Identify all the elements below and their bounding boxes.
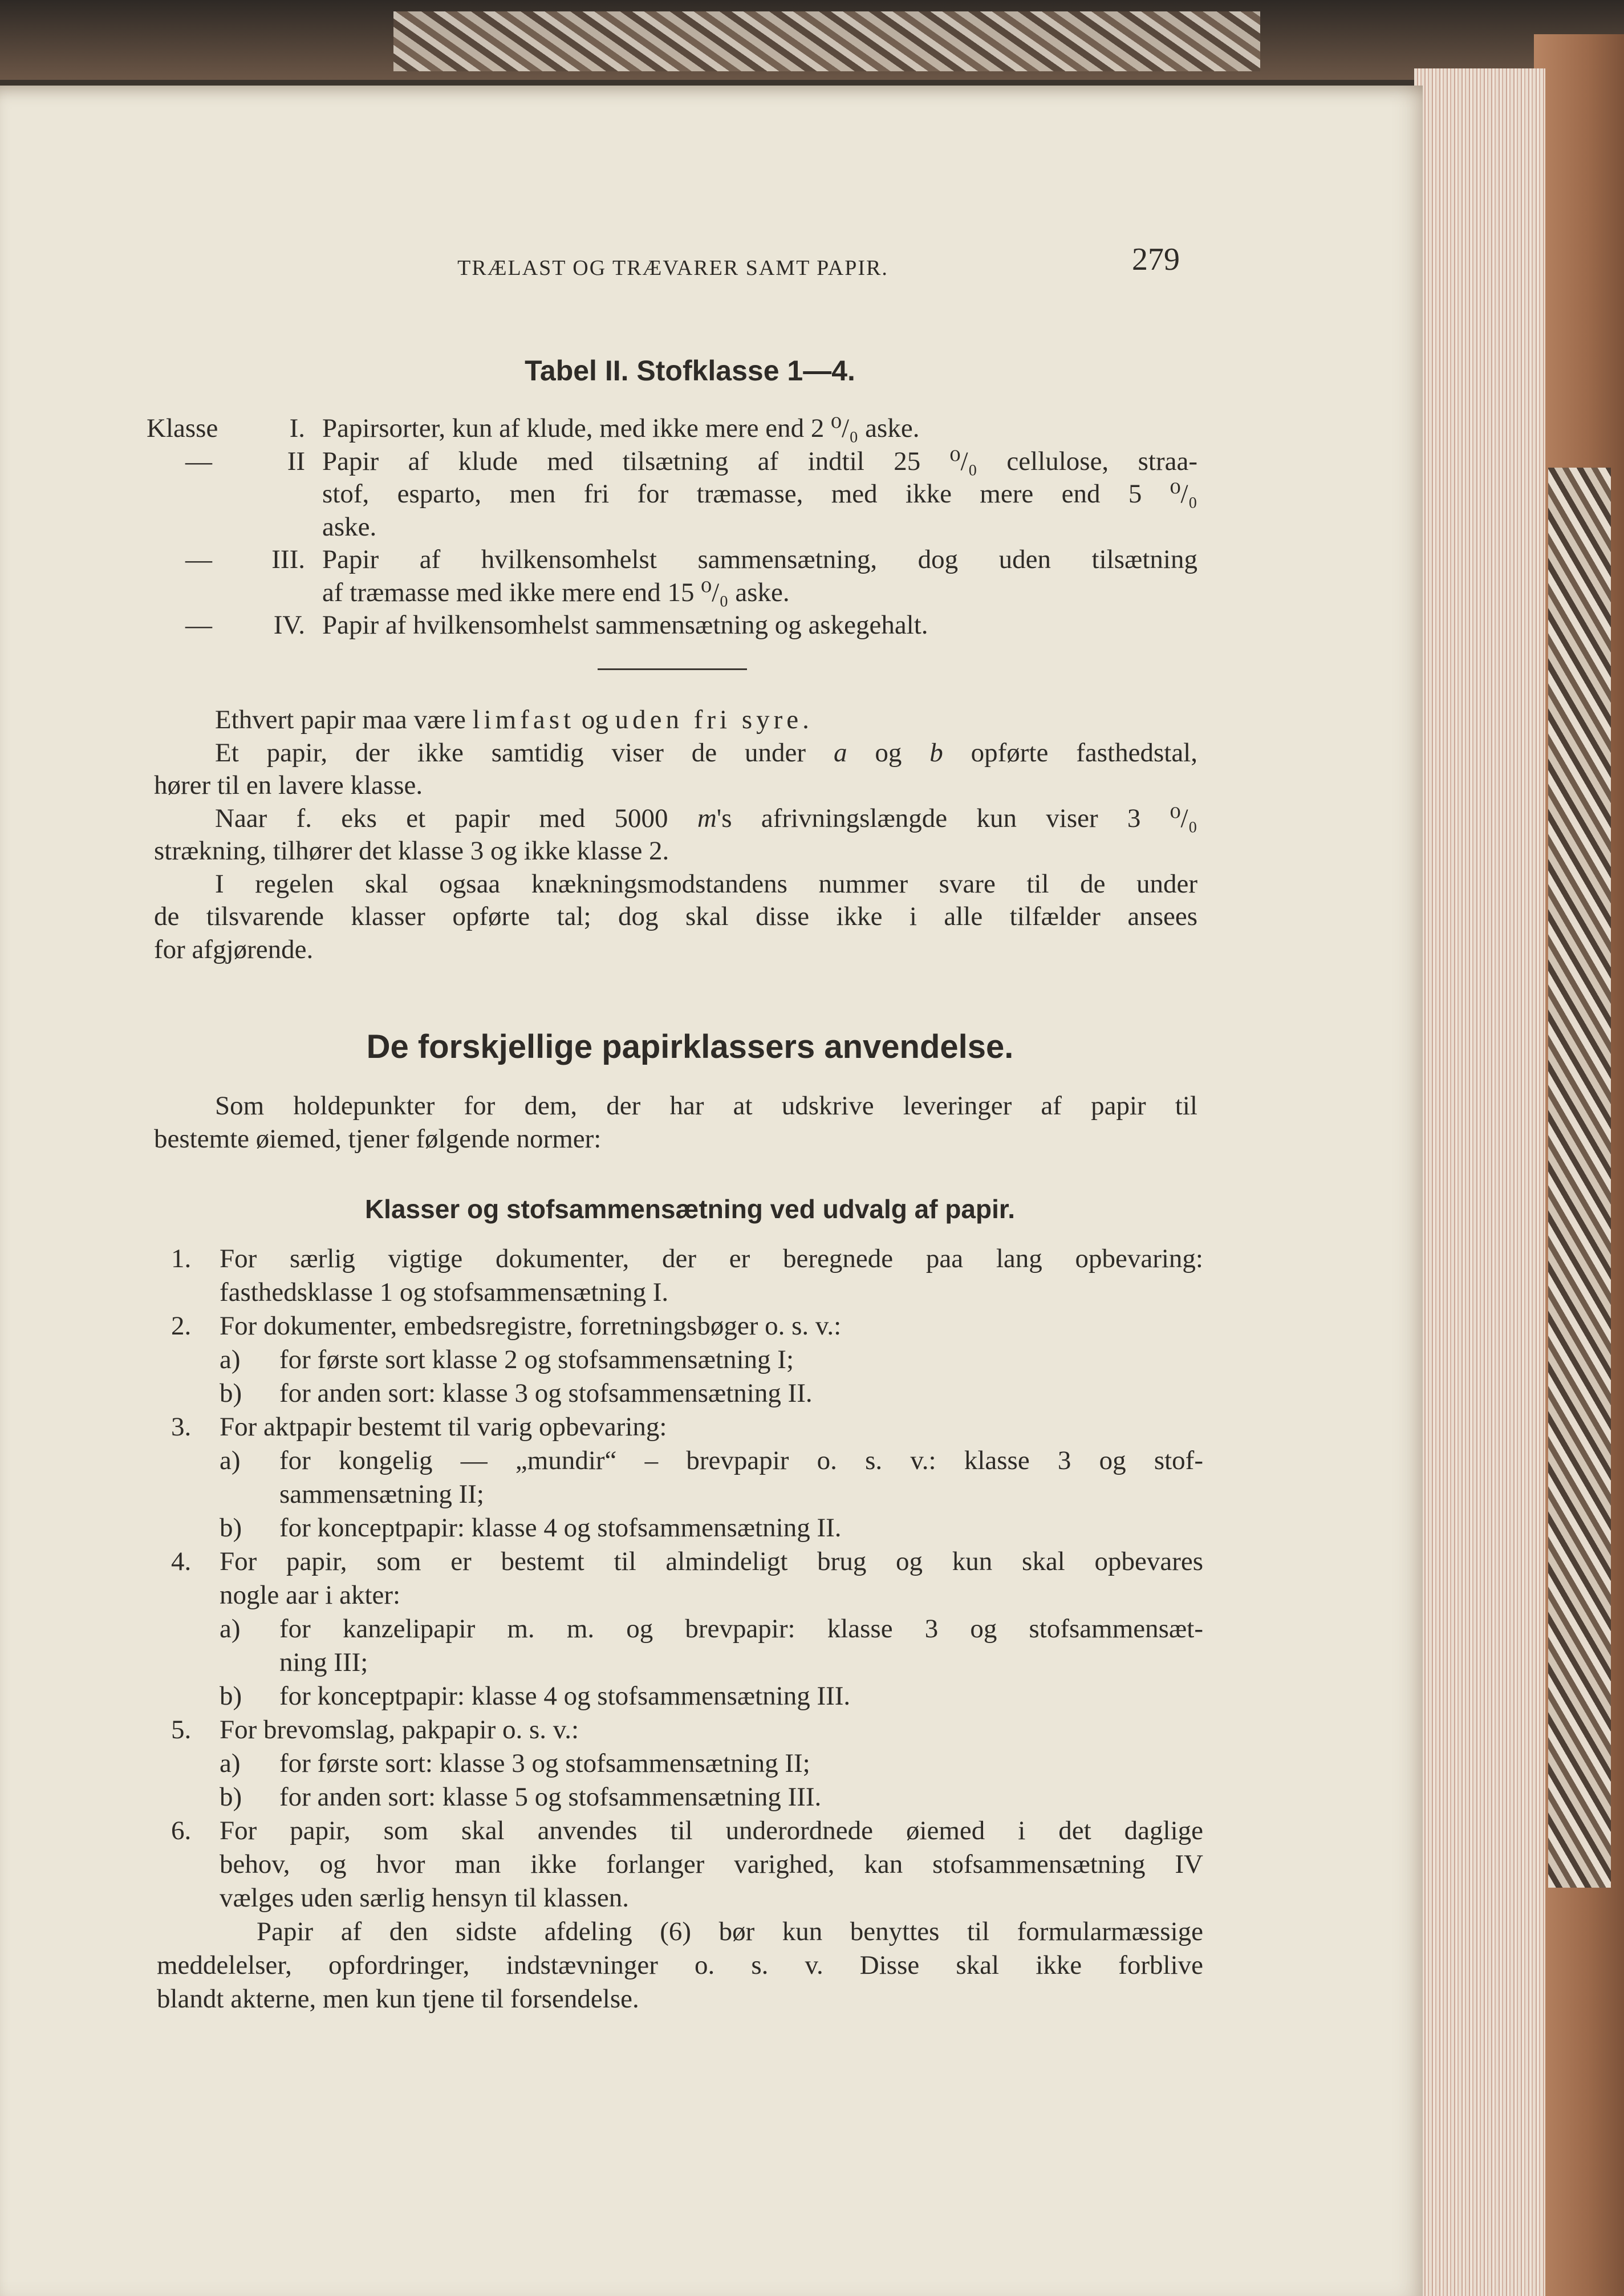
text-segment: for afgjørende.: [154, 934, 314, 964]
divider-rule: [598, 668, 747, 670]
text-segment: limfast: [472, 705, 575, 735]
list-marker: a): [220, 1446, 241, 1475]
line-text: [154, 835, 1197, 870]
list-text: for kongelig — „mundir“ – brevpapir o. s. v.: klasse 3 og stof-: [279, 1446, 1203, 1475]
list-text: for første sort: klasse 3 og stofsammensætning II;: [279, 1749, 810, 1778]
list-marker: 5.: [171, 1715, 192, 1745]
line-text: [215, 737, 1197, 772]
running-head: TRÆLAST OG TRÆVARER SAMT PAPIR.: [457, 256, 888, 280]
list-marker: b): [220, 1782, 242, 1812]
text-segment: og: [847, 737, 930, 768]
list-text: blandt akterne, men kun tjene til forsendelse.: [157, 1984, 639, 2014]
line-text: [154, 900, 1197, 935]
class-label: —: [185, 446, 212, 476]
list-text: sammensætning II;: [279, 1479, 484, 1509]
class-description: Papir af klude med tilsætning af indtil 25 ⁰/₀ cellulose, straa-: [322, 446, 1197, 476]
list-marker: 6.: [171, 1816, 192, 1845]
class-description: Papirsorter, kun af klude, med ikke mere end 2 ⁰/₀ aske.: [322, 413, 920, 443]
class-description: af træmasse med ikke mere end 15 ⁰/₀ aske.: [322, 577, 790, 607]
page-edges: [1414, 68, 1545, 2296]
text-segment: Naar f. eks et papir med 5000: [215, 803, 697, 833]
text-segment: opførte fasthedstal,: [943, 737, 1197, 768]
list-marker: a): [220, 1749, 241, 1778]
list-text: meddelelser, opfordringer, indstævninger o. s. v. Disse skal ikke forblive: [157, 1950, 1203, 1980]
list-marker: 1.: [171, 1244, 192, 1273]
text-segment: .: [802, 705, 809, 735]
class-numeral: II: [287, 446, 305, 476]
class-label: —: [185, 610, 212, 640]
class-description: aske.: [322, 512, 377, 542]
list-marker: b): [220, 1378, 242, 1408]
line-text: bestemte øiemed, tjener følgende normer:: [154, 1124, 602, 1154]
list-text: Papir af den sidste afdeling (6) bør kun benyttes til formularmæssige: [257, 1917, 1203, 1946]
text-segment: a: [833, 737, 847, 768]
text-segment: strækning, tilhører det klasse 3 og ikke klasse 2.: [154, 836, 669, 866]
list-text: For papir, som er bestemt til almindeligt brug og kun skal opbevares: [220, 1547, 1203, 1576]
line-text: [215, 704, 1197, 739]
page-number: 279: [1132, 242, 1180, 277]
text-segment: b: [929, 737, 943, 768]
list-text: fasthedsklasse 1 og stofsammensætning I.: [220, 1277, 669, 1307]
list-text: for anden sort: klasse 5 og stofsammensætning III.: [279, 1782, 822, 1812]
list-text: for konceptpapir: klasse 4 og stofsammensætning III.: [279, 1681, 851, 1711]
class-numeral: III.: [271, 545, 305, 574]
text-segment: m: [697, 803, 717, 833]
class-label: —: [185, 545, 212, 574]
list-text: For særlig vigtige dokumenter, der er beregnede paa lang opbevaring:: [220, 1244, 1203, 1273]
list-marker: a): [220, 1614, 241, 1644]
list-text: nogle aar i akter:: [220, 1580, 401, 1610]
list-marker: a): [220, 1345, 241, 1374]
class-label: Klasse: [147, 413, 218, 443]
line-text: [215, 802, 1197, 837]
class-numeral: I.: [289, 413, 305, 443]
line-text: [154, 769, 1197, 804]
sub-heading: Klasser og stofsammensætning ved udvalg af papir.: [364, 1194, 1016, 1224]
list-text: for første sort klasse 2 og stofsammensætning I;: [279, 1345, 794, 1374]
list-text: vælges uden særlig hensyn til klassen.: [220, 1883, 630, 1913]
list-text: for anden sort: klasse 3 og stofsammensætning II.: [279, 1378, 813, 1408]
class-numeral: IV.: [273, 610, 305, 640]
list-text: ning III;: [279, 1648, 368, 1677]
list-text: behov, og hvor man ikke forlanger varighed, kan stofsammensætning IV: [220, 1849, 1203, 1879]
marbled-binding-side: [1548, 468, 1611, 1888]
text-segment: uden fri syre: [615, 705, 803, 735]
class-description: stof, esparto, men fri for træmasse, med ikke mere end 5 ⁰/₀: [322, 479, 1197, 509]
text-segment: I regelen skal ogsaa knækningsmodstandens nummer svare til de under: [215, 869, 1197, 899]
list-text: For papir, som skal anvendes til underordnede øiemed i det daglige: [220, 1816, 1203, 1845]
list-text: for konceptpapir: klasse 4 og stofsammensætning II.: [279, 1513, 842, 1543]
text-segment: Et papir, der ikke samtidig viser de under: [215, 737, 834, 768]
marbled-binding-top: [393, 11, 1260, 71]
list-text: For aktpapir bestemt til varig opbevaring:: [220, 1412, 667, 1442]
list-marker: 2.: [171, 1311, 192, 1341]
class-description: Papir af hvilkensomhelst sammensætning og askegehalt.: [322, 610, 928, 640]
list-text: For dokumenter, embedsregistre, forretningsbøger o. s. v.:: [220, 1311, 842, 1341]
class-description: Papir af hvilkensomhelst sammensætning, dog uden tilsætning: [322, 545, 1197, 574]
text-segment: 's afrivningslængde kun viser 3 ⁰/₀: [716, 803, 1197, 833]
line-text: [154, 934, 1197, 968]
table-title: Tabel II. Stofklasse 1—4.: [525, 355, 855, 387]
line-text: [215, 868, 1197, 903]
text-segment: hører til en lavere klasse.: [154, 770, 423, 800]
list-text: for kanzelipapir m. m. og brevpapir: klasse 3 og stofsammensæt-: [279, 1614, 1203, 1644]
list-marker: 3.: [171, 1412, 192, 1442]
list-text: For brevomslag, pakpapir o. s. v.:: [220, 1715, 579, 1745]
text-segment: og: [575, 705, 615, 735]
line-text: Som holdepunkter for dem, der har at udskrive leveringer af papir til: [215, 1091, 1197, 1121]
list-marker: b): [220, 1681, 242, 1711]
section-heading: De forskjellige papirklassers anvendelse.: [366, 1028, 1014, 1065]
text-segment: Ethvert papir maa være: [215, 705, 473, 735]
list-marker: b): [220, 1513, 242, 1543]
text-segment: de tilsvarende klasser opførte tal; dog skal disse ikke i alle tilfælder ansees: [154, 902, 1197, 931]
list-marker: 4.: [171, 1547, 192, 1576]
